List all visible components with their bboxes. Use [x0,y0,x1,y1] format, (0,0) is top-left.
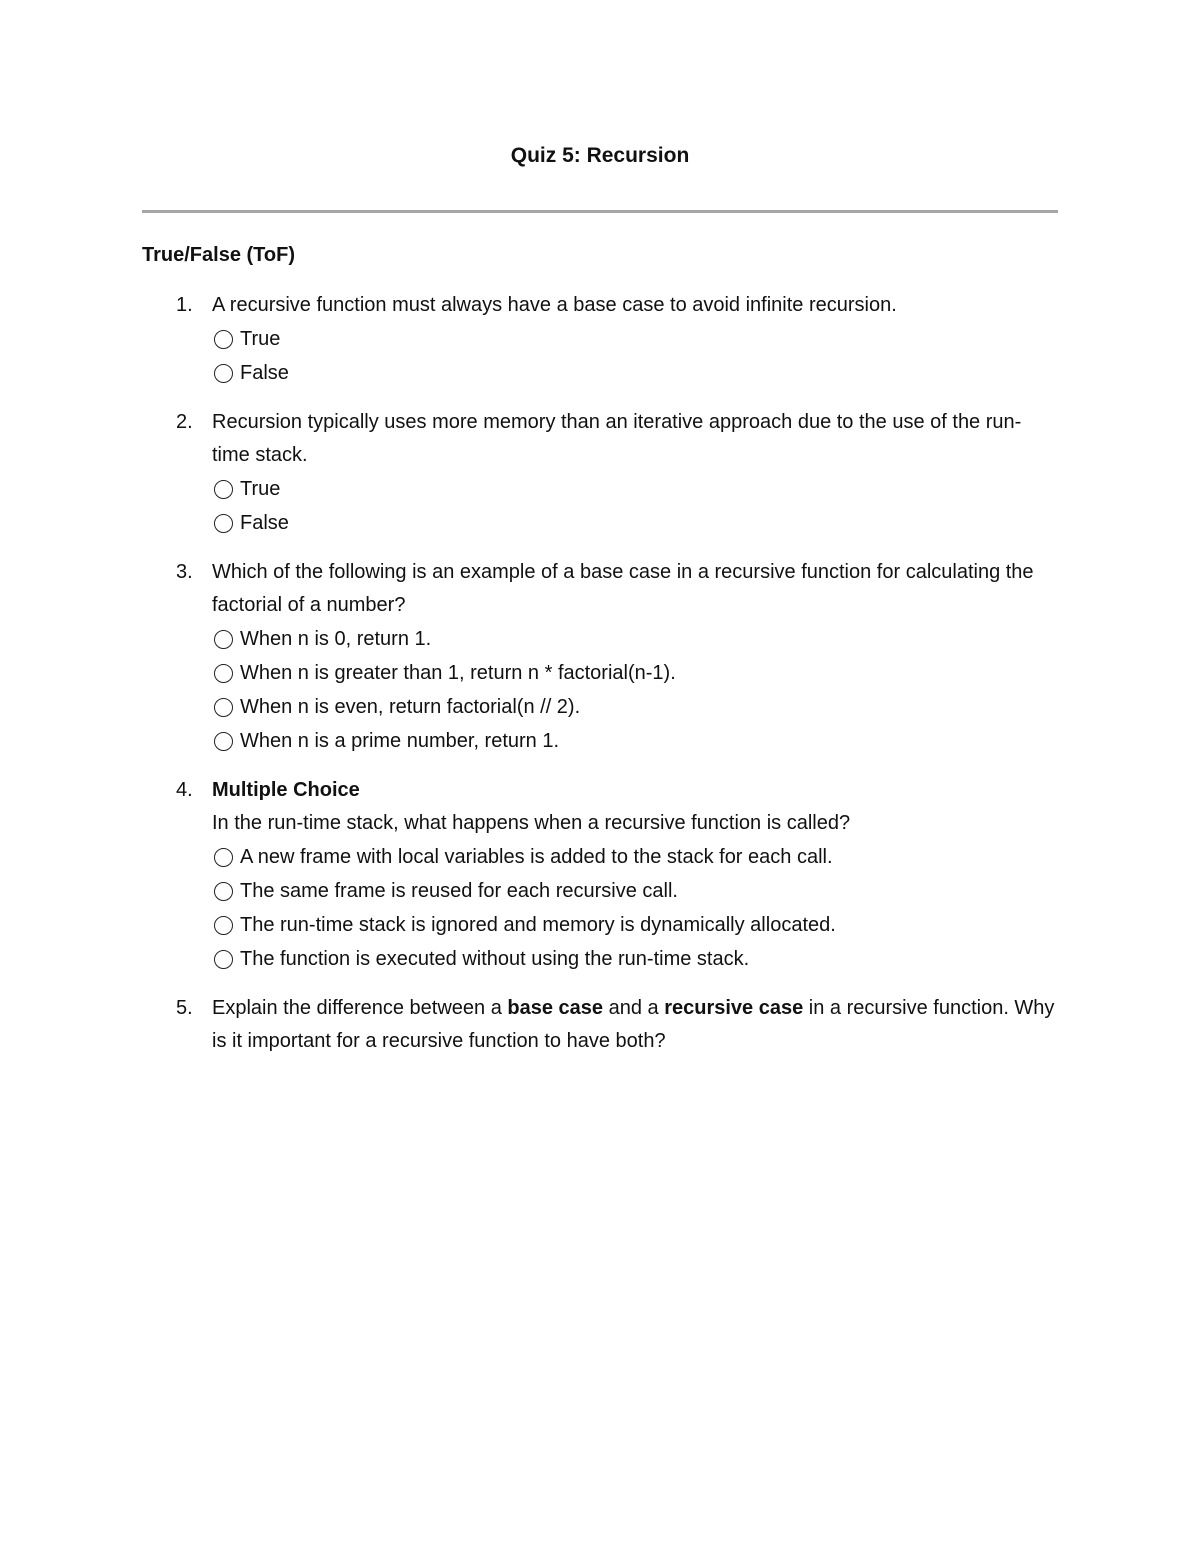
answer-option[interactable] [212,840,1058,874]
option-label: The function is executed without using the run-time stack. [240,948,750,970]
question-3 [142,556,1058,758]
answer-option-false[interactable] [212,506,1058,540]
radio-button-icon[interactable] [214,514,233,533]
question-text [212,992,1058,1058]
question-text-part: and a [603,997,665,1019]
question-number: 3. [176,561,193,583]
option-label: When n is even, return factorial(n // 2). [240,696,581,718]
question-number: 5. [176,997,193,1019]
question-5 [142,992,1058,1058]
answer-option[interactable] [212,622,1058,656]
answer-option[interactable] [212,724,1058,758]
radio-button-icon[interactable] [214,330,233,349]
section-heading: True/False (ToF) [142,244,295,266]
title-divider [142,210,1058,213]
option-label: A new frame with local variables is added to the stack for each call. [240,846,833,868]
question-text-part: in a recursive function. Why is it important for a recursive function to have both? [212,997,1055,1052]
option-label: When n is 0, return 1. [240,628,432,650]
answer-option[interactable] [212,656,1058,690]
bold-term-recursive-case: recursive case [664,997,804,1019]
option-label: True [240,328,281,350]
radio-button-icon[interactable] [214,664,233,683]
question-4 [142,774,1058,976]
question-1 [142,289,1058,390]
radio-button-icon[interactable] [214,882,233,901]
question-list [142,289,1058,1074]
question-text: A recursive function must always have a base case to avoid infinite recursion. [212,294,897,316]
question-text-part: Explain the difference between a [212,997,508,1019]
question-text: In the run-time stack, what happens when a recursive function is called? [212,812,851,834]
question-number: 4. [176,779,193,801]
option-label: When n is greater than 1, return n * factorial(n-1). [240,662,676,684]
option-label: When n is a prime number, return 1. [240,730,560,752]
page-title: Quiz 5: Recursion [510,144,690,167]
question-2 [142,406,1058,540]
option-label: False [240,362,289,384]
question-number: 1. [176,294,193,316]
answer-option[interactable] [212,690,1058,724]
bold-term-base-case: base case [507,997,604,1019]
radio-button-icon[interactable] [214,732,233,751]
option-label: The same frame is reused for each recursive call. [240,880,678,902]
answer-option-true[interactable] [212,322,1058,356]
option-label: The run-time stack is ignored and memory is dynamically allocated. [240,914,836,936]
radio-button-icon[interactable] [214,848,233,867]
question-type-heading: Multiple Choice [212,779,360,801]
answer-option-true[interactable] [212,472,1058,506]
radio-button-icon[interactable] [214,916,233,935]
radio-button-icon[interactable] [214,630,233,649]
question-text: Which of the following is an example of a base case in a recursive function for calculating the factorial of a number? [212,561,1034,616]
answer-option-false[interactable] [212,356,1058,390]
option-label: False [240,512,289,534]
answer-option[interactable] [212,874,1058,908]
answer-option[interactable] [212,942,1058,976]
option-label: True [240,478,281,500]
question-number: 2. [176,411,193,433]
question-text: Recursion typically uses more memory than an iterative approach due to the use of the run-time stack. [212,411,1022,466]
radio-button-icon[interactable] [214,364,233,383]
radio-button-icon[interactable] [214,480,233,499]
answer-option[interactable] [212,908,1058,942]
radio-button-icon[interactable] [214,950,233,969]
radio-button-icon[interactable] [214,698,233,717]
